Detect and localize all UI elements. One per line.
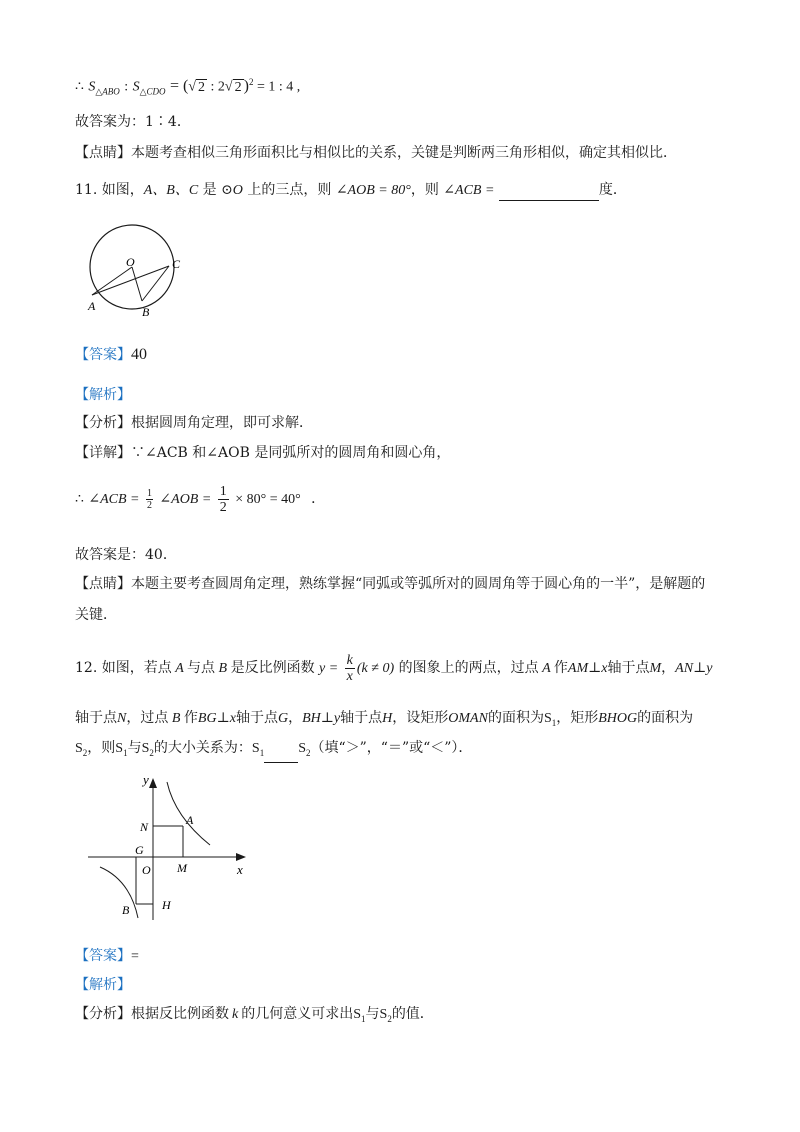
- label-n: N: [140, 820, 149, 834]
- analysis-12: 【分析】根据反比例函数 k 的几何意义可求出$S_1$与$S_2$的值．: [75, 1006, 434, 1024]
- detail-11: 【详解】∵∠ACB 和∠AOB 是同弧所对的圆周角和圆心角，: [75, 445, 451, 461]
- x-axis-arrow: [236, 853, 246, 861]
- label-g: G: [135, 843, 144, 857]
- segment-ob: [132, 267, 142, 301]
- hyperbola-figure-12: [80, 770, 260, 930]
- question-11: 11. 如图，A、B、C 是 ⊙O 上的三点，则 ∠AOB = 80°，则 ∠ACB = 度．: [75, 180, 627, 201]
- label-a: A: [186, 813, 194, 827]
- answer-11: 【答案】40: [75, 346, 147, 363]
- calc-11: ∴ ∠ACB = $\frac{1}{2}$ ∠AOB = $\frac{1}{2}$ × 80° = 40° ．: [75, 483, 326, 515]
- label-c: C: [172, 257, 181, 271]
- circle-figure-11: [80, 222, 200, 322]
- label-o: O: [126, 255, 135, 269]
- label-b: B: [142, 305, 150, 319]
- jiexi-12: 【解析】: [75, 977, 131, 993]
- label-y: y: [143, 772, 149, 787]
- label-h: H: [162, 898, 171, 912]
- label-a: A: [88, 299, 96, 313]
- analysis-11: 【分析】根据圆周角定理，即可求解．: [75, 415, 313, 431]
- answer-blank-12[interactable]: [264, 762, 298, 763]
- answer-10: 故答案为：1∶4．: [75, 114, 191, 130]
- comment-10: 【点睛】本题考查相似三角形面积比与相似比的关系，关键是判断两三角形相似，确定其相似比．: [75, 145, 677, 161]
- label-m: M: [177, 861, 187, 875]
- question-12-line2: 轴于点N，过点 B 作BG⊥x轴于点G，BH⊥y轴于点H，设矩形OMAN的面积为$S_1$，矩形BHOG的面积为: [75, 710, 694, 728]
- question-12-line1: 12. 如图，若点 A 与点 B 是反比例函数 y = $\frac{k}{x}$ (k ≠ 0) 的图象上的两点，过点 A 作AM⊥x轴于点M，AN⊥y: [75, 652, 713, 684]
- segment-ao: [92, 267, 132, 295]
- label-x: x: [237, 862, 243, 877]
- hyperbola-branch-q3: [100, 867, 138, 918]
- y-axis-arrow: [149, 778, 157, 788]
- question-12-line3: $S_2$，则$S_1$与$S_2$的大小关系为：$S_1$ $S_2$（填“＞”，“＝”或“＜”）．: [75, 738, 472, 763]
- ratio-line: ∴ $S_{\triangle ABO}$ : $S_{\triangle CDO}$ = (√ 2 : 2√ 2 )$^2$ = 1 : 4 ,: [75, 77, 301, 97]
- answer-blank-11[interactable]: [499, 200, 599, 201]
- label-o: O: [142, 863, 151, 877]
- answer-12: 【答案】=: [75, 948, 139, 964]
- comment-11: 【点睛】本题主要考查圆周角定理，熟练掌握“同弧或等弧所对的圆周角等于圆心角的一半”，是解题的: [75, 576, 706, 592]
- result-11: 故答案是：40．: [75, 547, 177, 563]
- comment-11-line2: 关键．: [75, 607, 117, 623]
- label-b: B: [122, 903, 130, 917]
- therefore-symbol: ∴: [75, 78, 84, 95]
- jiexi-11: 【解析】: [75, 387, 131, 403]
